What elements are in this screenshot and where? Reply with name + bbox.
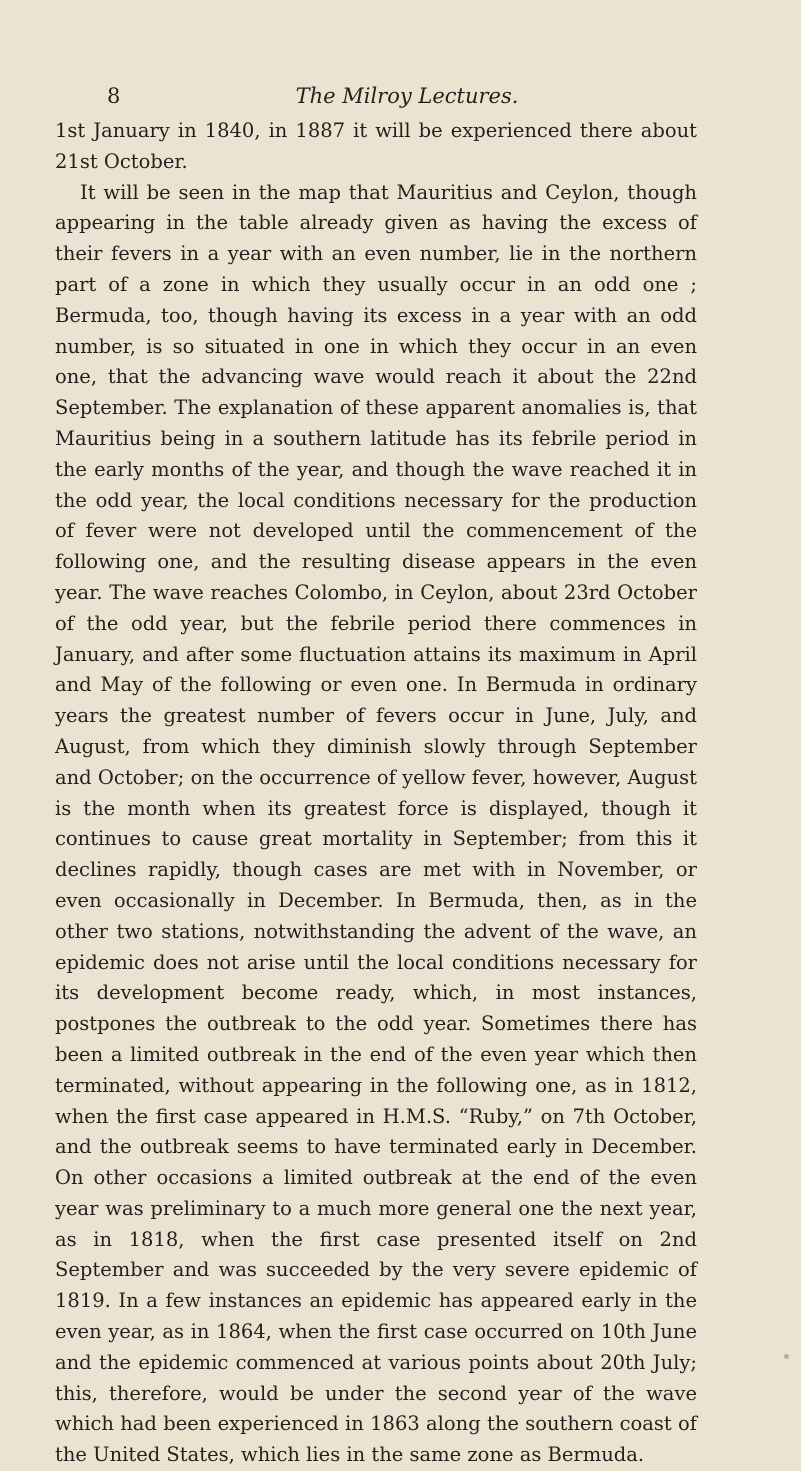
paragraph: 1st January in 1840, in 1887 it will be experienced there about 21st October. xyxy=(55,119,697,173)
body-text xyxy=(55,116,697,1471)
page-number: 8 xyxy=(107,84,121,108)
paragraph: It will be seen in the map that Mauritius and Ceylon, though appearing in the table already given as having the excess of their fevers in a year with an even number, lie in the northern part of a zone in which they usually occur in an odd one ; Bermuda, too, though having its excess in a year with an odd number, is so situated in one in which they occur in an even one, that the advancing wave would reach it about the 22nd September. The explanation of these apparent anomalies is, that Mauritius being in a southern latitude has its febrile period in the early months of the year, and though the wave reached it in the odd year, the local conditions necessary for the production of fever were not developed until the commencement of the following one, and the resulting disease appears in the even year. The wave reaches Colombo, in Ceylon, about 23rd October of the odd year, but the febrile period there commences in January, and after some fluctuation attains its maximum in April and May of the following or even one. In Bermuda in ordinary years the greatest number of fevers occur in June, July, and August, from which they diminish slowly through September and October; on the occurrence of yellow fever, however, August is the month when its greatest force is displayed, though it continues to cause great mortality in September; from this it declines rapidly, though cases are met with in November, or even occasionally in December. In Bermuda, then, as in the other two stations, notwithstanding the advent of the wave, an epidemic does not arise until the local conditions necessary for its development become ready, which, in most instances, postpones the outbreak to the odd year. Sometimes there has been a limited outbreak in the end of the even year which then terminated, without appearing in the following one, as in 1812, when the first case appeared in H.M.S. “Ruby,” on 7th October, and the outbreak seems to have terminated early in December. On other occasions a limited outbreak at the end of the even year was preliminary to a much more general one the next year, as in 1818, when the first case presented itself on 2nd September and was succeeded by the very severe epidemic of 1819. In a few instances an epidemic has appeared early in the even year, as in 1864, when the first case occurred on 10th June and the epidemic commenced at various points about 20th July; this, therefore, would be under the second year of the wave which had been experienced in 1863 along the southern coast of the United States, which lies in the same zone as Bermuda. xyxy=(55,180,697,1467)
page-mark xyxy=(784,1354,789,1359)
page-header xyxy=(107,78,707,114)
running-title: The Milroy Lectures. xyxy=(295,84,519,108)
